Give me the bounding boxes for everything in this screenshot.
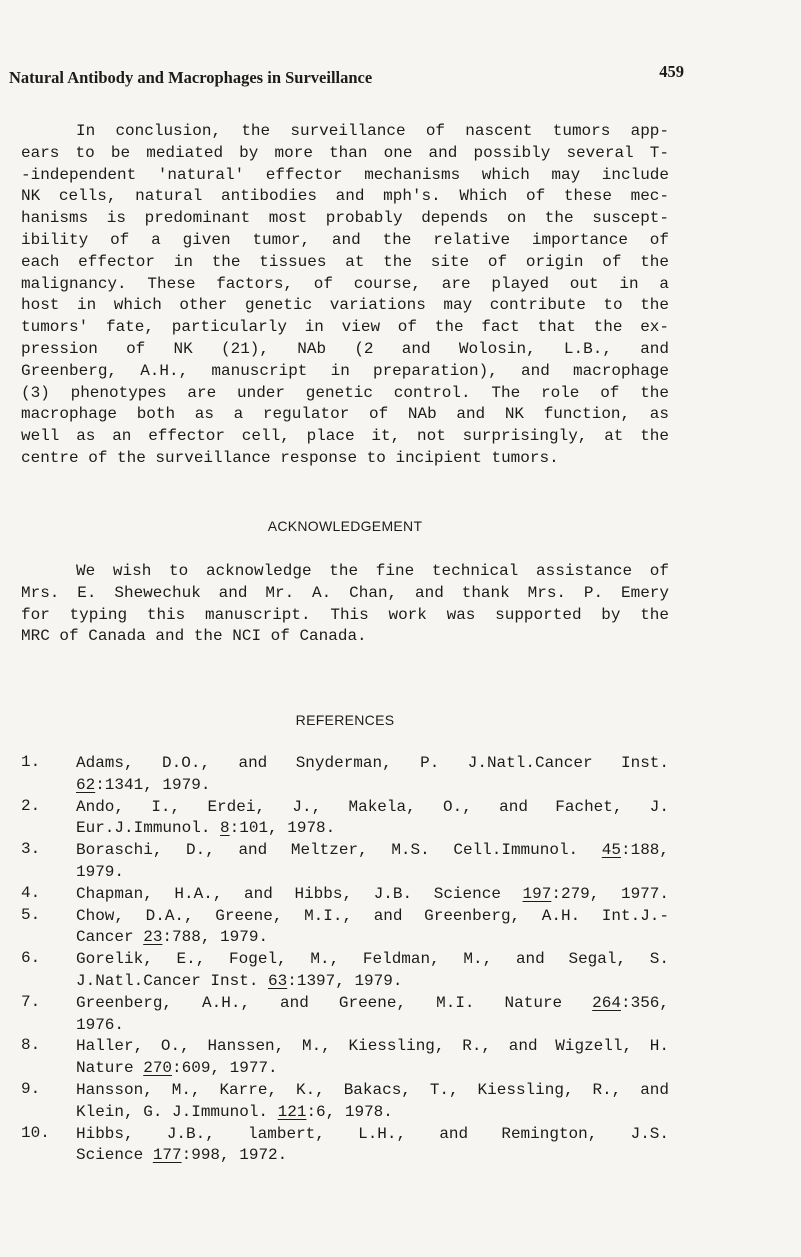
reference-line: Science 177:998, 1972. <box>76 1146 288 1165</box>
reference-number: 9. <box>21 1079 41 1098</box>
reference-line: Greenberg, A.H., and Greene, M.I. Nature 264:356, <box>76 993 669 1012</box>
text-line: pression of NK (21), NAb (2 and Wolosin, L.B., and <box>21 339 669 358</box>
volume-number: 121 <box>277 1102 307 1121</box>
reference-item <box>21 906 669 950</box>
reference-item <box>21 1036 669 1080</box>
text-line: malignancy. These factors, of course, are played out in a <box>21 274 669 293</box>
running-head <box>9 62 684 94</box>
reference-line: J.Natl.Cancer Inst. 63:1397, 1979. <box>76 971 403 990</box>
reference-line: Gorelik, E., Fogel, M., Feldman, M., and Segal, S. <box>76 950 669 969</box>
reference-item <box>21 753 669 797</box>
reference-number: 10. <box>21 1123 50 1142</box>
text-line: In conclusion, the surveillance of nascent tumors app- <box>76 122 669 140</box>
volume-number: 8 <box>220 819 230 838</box>
text-line: tumors' fate, particularly in view of the fact that the ex- <box>21 318 669 337</box>
reference-line: Cancer 23:788, 1979. <box>76 928 269 947</box>
text-line: NK cells, natural antibodies and mph's. Which of these mec- <box>21 187 669 206</box>
volume-number: 177 <box>152 1146 182 1165</box>
acknowledgement-heading: ACKNOWLEDGEMENT <box>267 518 423 534</box>
reference-line: Hansson, M., Karre, K., Bakacs, T., Kiessling, R., and <box>76 1080 669 1099</box>
text-line: each effector in the tissues at the site of origin of the <box>21 252 669 271</box>
volume-number: 63 <box>268 971 288 990</box>
text-line: -independent 'natural' effector mechanisms which may include <box>21 165 669 184</box>
text-line: host in which other genetic variations may contribute to the <box>21 296 669 315</box>
reference-number: 6. <box>21 949 41 968</box>
reference-number: 4. <box>21 883 41 902</box>
reference-line: Ando, I., Erdei, J., Makela, O., and Fachet, J. <box>76 797 669 816</box>
text-line: We wish to acknowledge the fine technical assistance of <box>76 562 669 580</box>
acknowledgement-paragraph <box>21 561 669 648</box>
references-list <box>21 753 669 1167</box>
text-line: macrophage both as a regulator of NAb and NK function, as <box>21 405 669 424</box>
volume-number: 197 <box>522 884 552 903</box>
text-line: Mrs. E. Shewechuk and Mr. A. Chan, and thank Mrs. P. Emery <box>21 583 669 602</box>
reference-item <box>21 797 669 841</box>
reference-line: Eur.J.Immunol. 8:101, 1978. <box>76 819 336 838</box>
volume-number: 23 <box>143 928 163 947</box>
text-line: (3) phenotypes are under genetic control. The role of the <box>21 383 669 402</box>
volume-number: 45 <box>601 841 621 860</box>
reference-item <box>21 1124 669 1168</box>
reference-line: 62:1341, 1979. <box>76 775 211 794</box>
reference-item <box>21 1080 669 1124</box>
reference-number: 3. <box>21 840 41 859</box>
reference-number: 8. <box>21 1036 41 1055</box>
reference-number: 5. <box>21 905 41 924</box>
text-line: ears to be mediated by more than one and possibly several T- <box>21 143 669 162</box>
reference-line: Chow, D.A., Greene, M.I., and Greenberg, A.H. Int.J.- <box>76 906 669 925</box>
references-heading: REFERENCES <box>295 712 395 728</box>
reference-line: 1976. <box>76 1015 125 1034</box>
volume-number: 270 <box>143 1059 173 1078</box>
reference-line: Adams, D.O., and Snyderman, P. J.Natl.Cancer Inst. <box>76 754 669 772</box>
running-title: Natural Antibody and Macrophages in Surveillance <box>9 68 373 87</box>
conclusion-paragraph <box>21 121 669 470</box>
reference-number: 1. <box>21 753 41 771</box>
volume-number: 62 <box>76 775 96 794</box>
reference-number: 2. <box>21 796 41 815</box>
page-number: 459 <box>659 62 684 81</box>
reference-line: Haller, O., Hanssen, M., Kiessling, R., and Wigzell, H. <box>76 1037 669 1056</box>
reference-line: Chapman, H.A., and Hibbs, J.B. Science 197:279, 1977. <box>76 884 669 903</box>
reference-line: Boraschi, D., and Meltzer, M.S. Cell.Immunol. 45:188, <box>76 841 669 860</box>
reference-item <box>21 840 669 884</box>
text-line: Greenberg, A.H., manuscript in preparation), and macrophage <box>21 361 669 380</box>
reference-line: Hibbs, J.B., lambert, L.H., and Remington, J.S. <box>76 1124 669 1143</box>
reference-item <box>21 884 669 906</box>
reference-line: 1979. <box>76 862 125 881</box>
text-line: MRC of Canada and the NCI of Canada. <box>21 627 367 646</box>
volume-number: 264 <box>592 993 621 1012</box>
reference-line: Nature 270:609, 1977. <box>76 1059 278 1078</box>
text-line: hanisms is predominant most probably depends on the suscept- <box>21 209 669 228</box>
reference-item <box>21 949 669 993</box>
text-line: centre of the surveillance response to incipient tumors. <box>21 448 559 467</box>
text-line: for typing this manuscript. This work was supported by the <box>21 605 669 624</box>
text-line: well as an effector cell, place it, not surprisingly, at the <box>21 427 669 446</box>
reference-number: 7. <box>21 992 41 1011</box>
text-line: ibility of a given tumor, and the relative importance of <box>21 230 669 249</box>
reference-item <box>21 993 669 1037</box>
reference-line: Klein, G. J.Immunol. 121:6, 1978. <box>76 1102 393 1121</box>
